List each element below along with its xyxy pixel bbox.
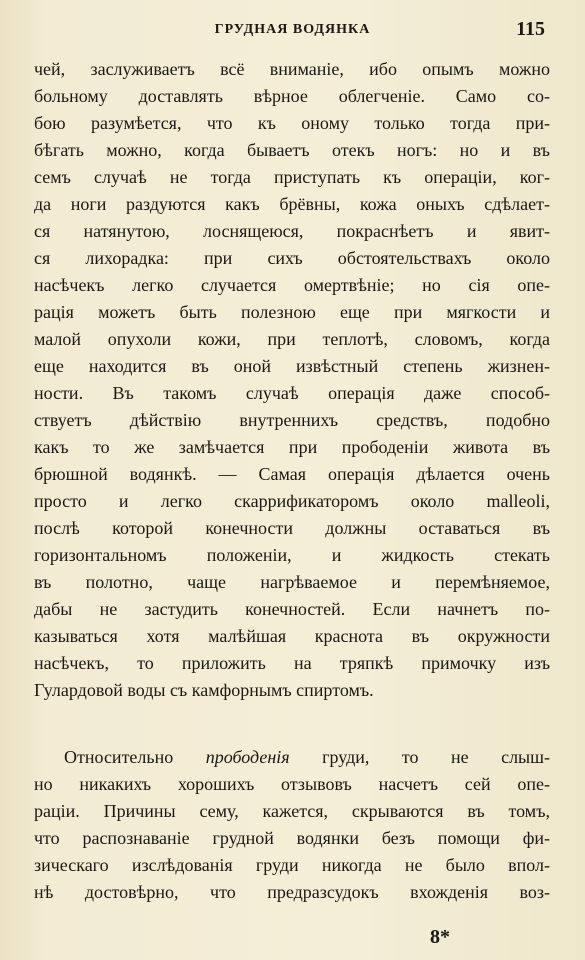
text-line: дабы не застудить конечностей. Если начнетъ по- bbox=[34, 599, 550, 619]
text-line: еще находится въ оной извѣстный степень жизнен- bbox=[34, 356, 550, 376]
text-line: ствуетъ дѣйствію внутреннихъ средствъ, подобно bbox=[34, 410, 550, 430]
text-line: ности. Въ такомъ случаѣ операція даже способ- bbox=[34, 383, 550, 403]
text-line: семъ случаѣ не тогда приступать къ операціи, ког- bbox=[34, 167, 550, 187]
text-line: нѣ достовѣрно, что предразсудокъ вхожденія воз- bbox=[34, 882, 550, 902]
text-line: ся лихорадка: при сихъ обстоятельствахъ около bbox=[34, 248, 550, 268]
text-line: бѣгать можно, когда бываетъ отекъ ногъ: но и въ bbox=[34, 140, 550, 160]
body-text bbox=[34, 56, 550, 906]
text-line: бою разумѣется, что къ оному только тогда при- bbox=[34, 113, 550, 133]
running-header bbox=[0, 18, 585, 42]
text-line: брюшной водянкѣ. — Самая операція дѣлается очень bbox=[34, 464, 550, 484]
text-line: малой опухоли кожи, при теплотѣ, словомъ, когда bbox=[34, 329, 550, 349]
italic-term: прободенія bbox=[205, 747, 290, 767]
text-line: но никакихъ хорошихъ отзывовъ насчетъ сей опе- bbox=[34, 774, 550, 794]
text-line: горизонтальномъ положеніи, и жидкость стекать bbox=[34, 545, 550, 565]
paragraph-1 bbox=[34, 56, 550, 704]
paragraph-2 bbox=[34, 744, 550, 906]
text-fragment: груди, то не слыш- bbox=[289, 747, 550, 767]
text-line: послѣ которой конечности должны оставаться въ bbox=[34, 518, 550, 538]
text-line: насѣчекъ легко случается омертвѣніе; но сія опе- bbox=[34, 275, 550, 295]
paragraph-gap bbox=[34, 704, 550, 744]
text-line: зическаго изслѣдованія груди никогда не было впол- bbox=[34, 855, 550, 875]
text-line: чей, заслуживаетъ всё вниманіе, ибо опымъ можно bbox=[34, 59, 550, 79]
text-line: раціи. Причины сему, кажется, скрываются въ томъ, bbox=[34, 801, 550, 821]
signature-mark: 8* bbox=[430, 926, 450, 948]
page-number: 115 bbox=[516, 18, 545, 40]
text-fragment: Относительно bbox=[64, 747, 206, 767]
text-line: просто и легко скаррификаторомъ около malleoli, bbox=[34, 491, 550, 511]
text-line: что распознаваніе грудной водянки безъ помощи фи- bbox=[34, 828, 550, 848]
text-line: какъ то же замѣчается при прободеніи живота въ bbox=[34, 437, 550, 457]
text-line: насѣчекъ, то приложить на тряпкѣ примочку изъ bbox=[34, 653, 550, 673]
text-line bbox=[34, 744, 550, 771]
text-line: Гулардовой воды съ камфорнымъ спиртомъ. bbox=[34, 680, 374, 700]
text-line: больному доставлять вѣрное облегченіе. Само со- bbox=[34, 86, 550, 106]
text-line: да ноги раздуются какъ брёвны, кожа оныхъ сдѣлает- bbox=[34, 194, 550, 214]
running-title: ГРУДНАЯ ВОДЯНКА bbox=[214, 22, 371, 37]
text-line: въ полотно, чаще нагрѣваемое и перемѣняемое, bbox=[34, 572, 550, 592]
text-line: ся натянутою, лоснящеюся, покраснѣетъ и явит- bbox=[34, 221, 550, 241]
text-line: рація можетъ быть полезною еще при мягкости и bbox=[34, 302, 550, 322]
text-line: казываться хотя малѣйшая краснота въ окружности bbox=[34, 626, 550, 646]
